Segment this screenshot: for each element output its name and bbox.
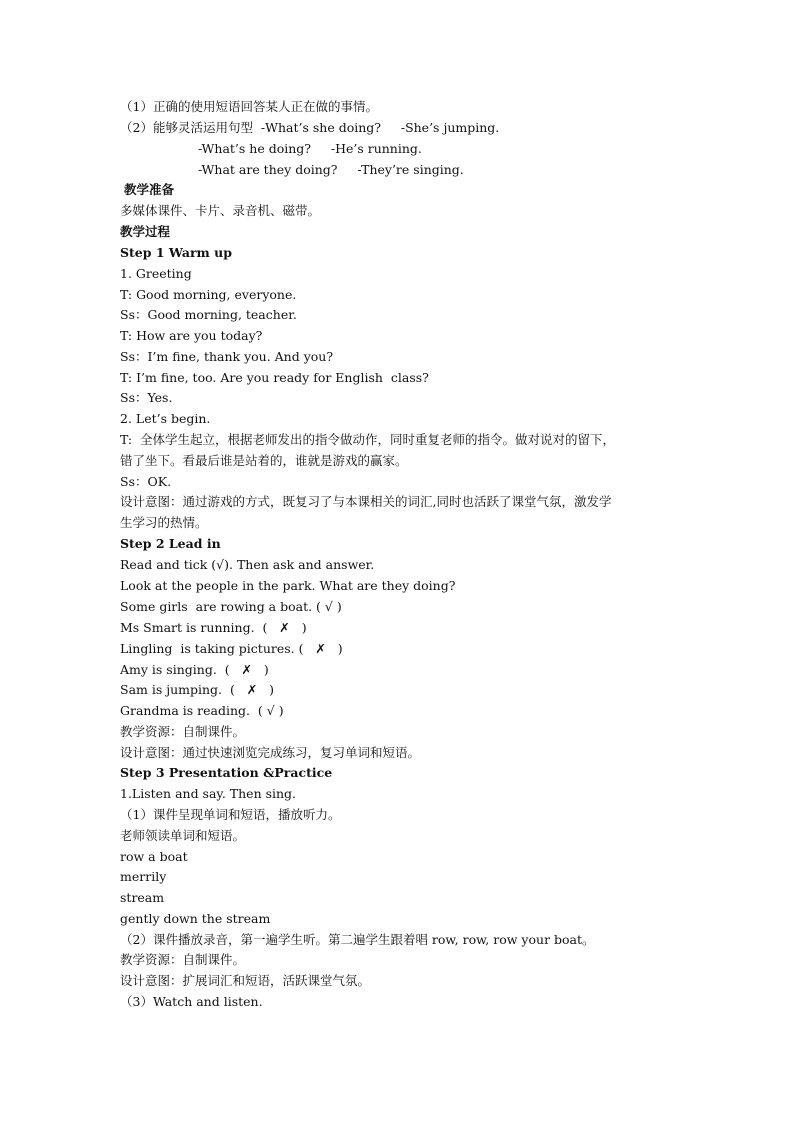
prep-heading: 教学准备 bbox=[124, 182, 175, 197]
objective-1: （1）正确的使用短语回答某人正在做的事情。 bbox=[120, 99, 378, 114]
step1-design-intent-cont: 生学习的热情。 bbox=[120, 515, 208, 530]
step1-line: Ss：I’m fine, thank you. And you? bbox=[120, 349, 334, 364]
step1-line: T: How are you today? bbox=[120, 328, 263, 343]
step3-vocab-item: row a boat bbox=[120, 849, 188, 864]
step2-tick-item: Lingling is taking pictures. ( ✗ ) bbox=[120, 641, 343, 656]
process-heading: 教学过程 bbox=[120, 224, 171, 239]
step2-design-intent: 设计意图：通过快速浏览完成练习，复习单词和短语。 bbox=[120, 745, 421, 760]
objective-2-line-2: -What’s he doing? -He’s running. bbox=[198, 141, 422, 156]
step3-line: 1.Listen and say. Then sing. bbox=[120, 786, 297, 801]
objective-2-line-3: -What are they doing? -They’re singing. bbox=[198, 162, 464, 177]
step2-tick-item: Grandma is reading. ( √ ) bbox=[120, 703, 284, 718]
prep-content: 多媒体课件、卡片、录音机、磁带。 bbox=[120, 203, 321, 218]
step1-line: T: I’m fine, too. Are you ready for English class? bbox=[120, 370, 429, 385]
step3-vocab-item: stream bbox=[120, 890, 165, 905]
step1-line: T: 全体学生起立，根据老师发出的指令做动作，同时重复老师的指令。做对说对的留下， bbox=[120, 432, 616, 447]
step2-line: Read and tick (√). Then ask and answer. bbox=[120, 557, 375, 572]
step1-line: Ss：OK. bbox=[120, 474, 172, 489]
step2-resource: 教学资源：自制课件。 bbox=[120, 724, 246, 739]
step1-line: 错了坐下。看最后谁是站着的，谁就是游戏的赢家。 bbox=[120, 453, 408, 468]
step3-line: （1）课件呈现单词和短语，播放听力。 bbox=[120, 807, 341, 822]
step3-line: （2）课件播放录音，第一遍学生听。第二遍学生跟着唱 row, row, row your boat。 bbox=[120, 932, 595, 947]
step3-title: Step 3 Presentation &Practice bbox=[120, 765, 333, 780]
step1-design-intent: 设计意图：通过游戏的方式，既复习了与本课相关的词汇,同时也活跃了课堂气氛，激发学 bbox=[120, 494, 612, 509]
step1-line: 1. Greeting bbox=[120, 266, 192, 281]
step2-tick-item: Sam is jumping. ( ✗ ) bbox=[120, 682, 275, 697]
step3-vocab-item: merrily bbox=[120, 869, 167, 884]
objective-2: （2）能够灵活运用句型 -What’s she doing? -She’s jumping. bbox=[120, 120, 500, 135]
step3-line: 老师领读单词和短语。 bbox=[120, 828, 246, 843]
step2-title: Step 2 Lead in bbox=[120, 536, 221, 551]
step2-tick-item: Ms Smart is running. ( ✗ ) bbox=[120, 620, 307, 635]
step1-title: Step 1 Warm up bbox=[120, 245, 232, 260]
step1-line: Ss：Yes. bbox=[120, 390, 173, 405]
step3-vocab-item: gently down the stream bbox=[120, 911, 271, 926]
step3-design-intent: 设计意图：扩展词汇和短语，活跃课堂气氛。 bbox=[120, 973, 371, 988]
step1-line: T: Good morning, everyone. bbox=[120, 287, 297, 302]
step3-resource: 教学资源：自制课件。 bbox=[120, 952, 246, 967]
step3-line: （3）Watch and listen. bbox=[120, 994, 263, 1009]
step1-line: 2. Let’s begin. bbox=[120, 411, 211, 426]
step1-line: Ss：Good morning, teacher. bbox=[120, 307, 297, 322]
step2-tick-item: Some girls are rowing a boat. ( √ ) bbox=[120, 599, 342, 614]
step2-tick-item: Amy is singing. ( ✗ ) bbox=[120, 662, 269, 677]
step2-line: Look at the people in the park. What are they doing? bbox=[120, 578, 456, 593]
